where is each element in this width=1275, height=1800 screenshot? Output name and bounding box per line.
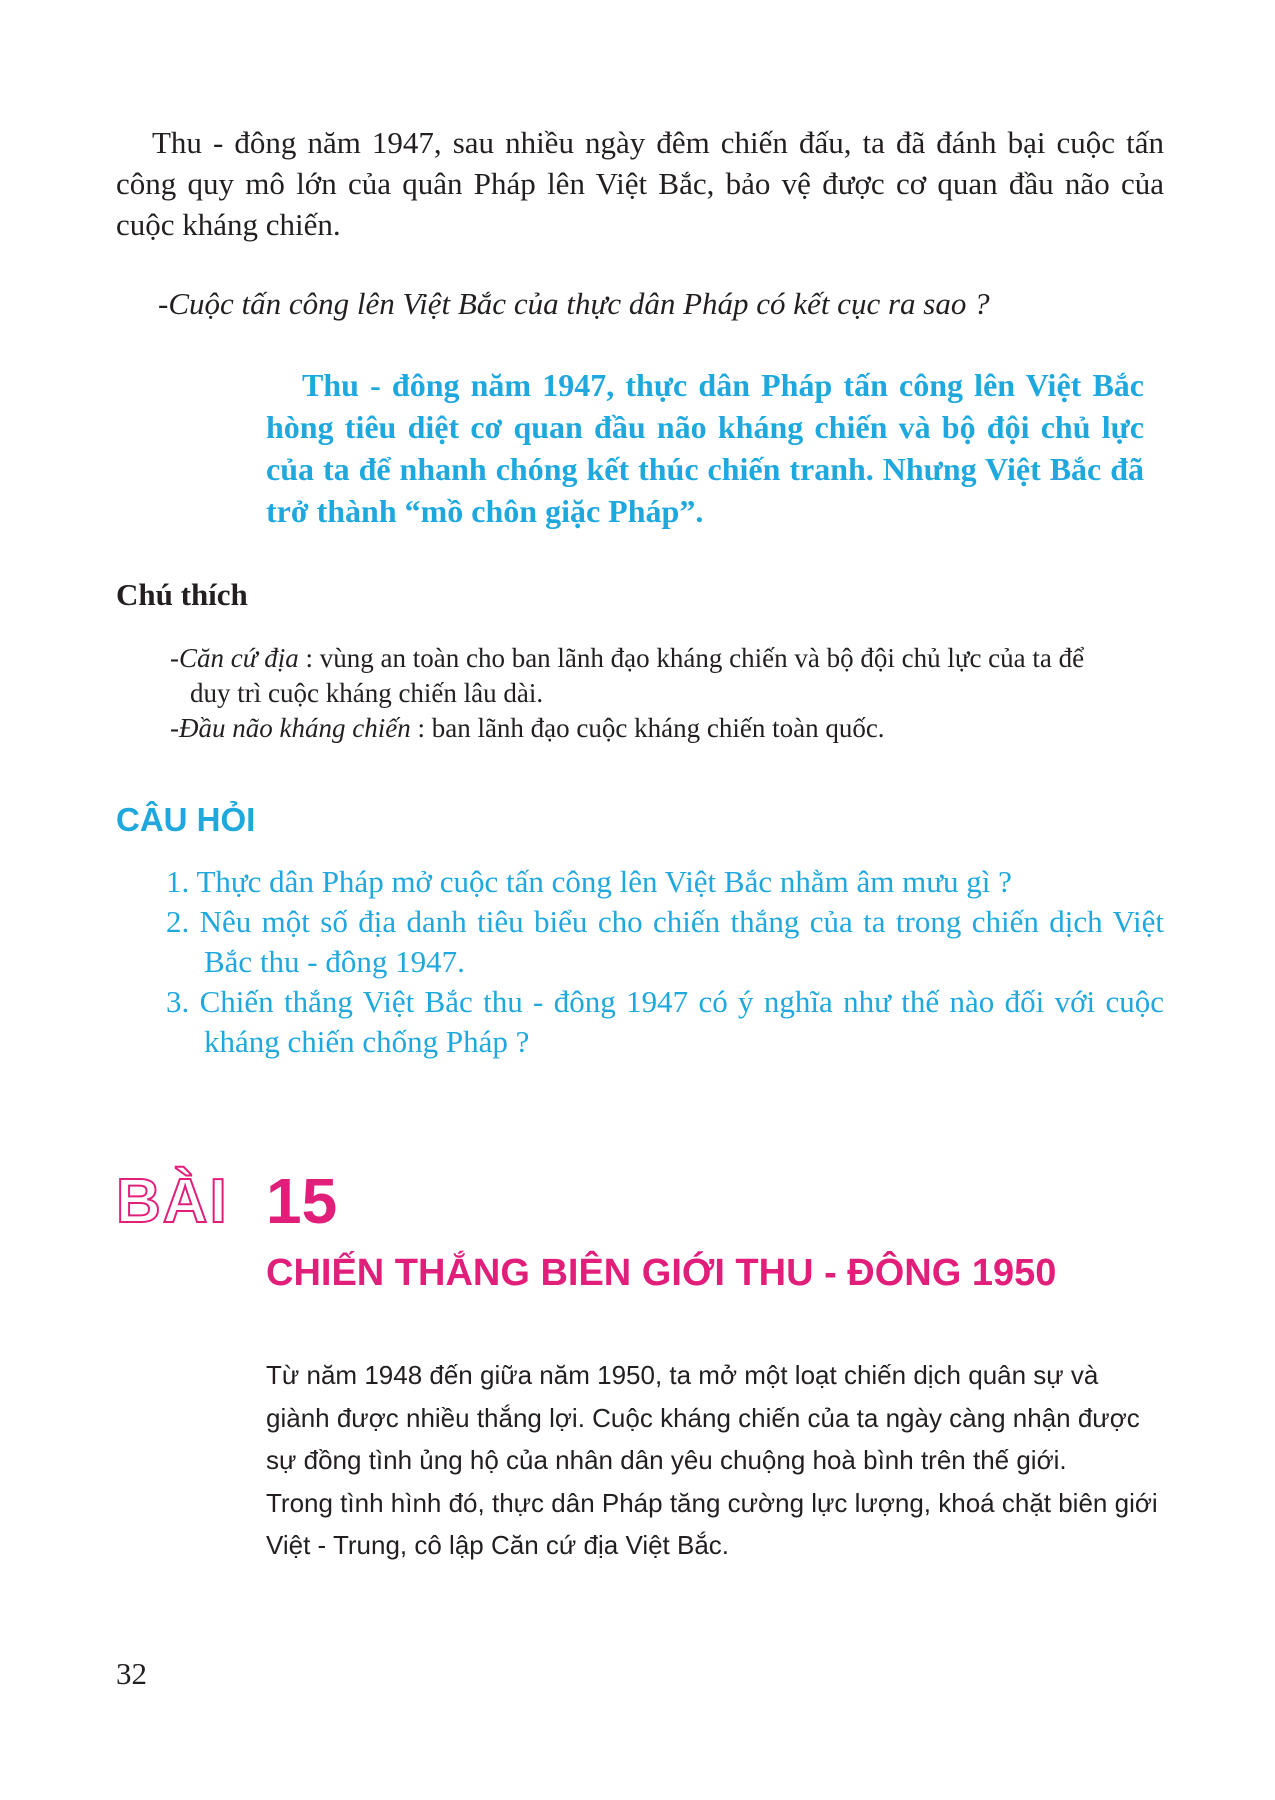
lesson-title: CHIẾN THẮNG BIÊN GIỚI THU - ĐÔNG 1950	[266, 1252, 1057, 1294]
lesson-number: 15	[266, 1165, 338, 1237]
note-term: Căn cứ địa	[179, 643, 299, 673]
lesson-word: BÀI	[116, 1167, 229, 1236]
note-text: : ban lãnh đạo cuộc kháng chiến toàn quốc.	[410, 713, 885, 743]
note-dash: -	[170, 713, 179, 743]
lesson-summary: Thu - đông năm 1947, thực dân Pháp tấn công lên Việt Bắc hòng tiêu diệt cơ quan đầu não kháng chiến và bộ đội chủ lực của ta để nhanh chóng kết thúc chiến tranh. Nhưng Việt Bắc đã trở thành “mồ chôn giặc Pháp”.	[266, 367, 1144, 529]
lesson-intro-line: Việt - Trung, cô lập Căn cứ địa Việt Bắc.	[266, 1530, 730, 1560]
note-item	[170, 711, 1164, 746]
note-text: : vùng an toàn cho ban lãnh đạo kháng chiến và bộ đội chủ lực của ta để	[298, 643, 1085, 673]
notes-heading: Chú thích	[116, 577, 248, 612]
note-term: Đầu não kháng chiến	[179, 713, 411, 743]
note-continuation: duy trì cuộc kháng chiến lâu dài.	[190, 678, 544, 708]
question-item: 1. Thực dân Pháp mở cuộc tấn công lên Việt Bắc nhằm âm mưu gì ?	[166, 864, 1012, 899]
question-item: 2. Nêu một số địa danh tiêu biểu cho chiến thắng của ta trong chiến dịch Việt Bắc thu - đông 1947.	[166, 904, 1164, 979]
note-dash: -	[170, 643, 179, 673]
questions-list	[166, 862, 1164, 1062]
page-number: 32	[116, 1656, 147, 1691]
questions-heading: CÂU HỎI	[116, 801, 256, 838]
question-item: 3. Chiến thắng Việt Bắc thu - đông 1947 có ý nghĩa như thế nào đối với cuộc kháng chiến chống Pháp ?	[166, 984, 1164, 1059]
lesson-intro-line: sự đồng tình ủng hộ của nhân dân yêu chuộng hoà bình trên thế giới.	[266, 1445, 1067, 1475]
lesson-intro	[266, 1354, 1164, 1567]
guiding-question: -Cuộc tấn công lên Việt Bắc của thực dân Pháp có kết cục ra sao ?	[158, 286, 990, 321]
lesson-intro-line: giành được nhiều thắng lợi. Cuộc kháng chiến của ta ngày càng nhận được	[266, 1402, 1140, 1433]
notes-list	[170, 641, 1164, 746]
lesson-intro-line: Trong tình hình đó, thực dân Pháp tăng cường lực lượng, khoá chặt biên giới	[266, 1487, 1158, 1518]
intro-paragraph: Thu - đông năm 1947, sau nhiều ngày đêm chiến đấu, ta đã đánh bại cuộc tấn công quy mô lớn của quân Pháp lên Việt Bắc, bảo vệ được cơ quan đầu não của cuộc kháng chiến.	[116, 125, 1164, 242]
lesson-intro-line: Từ năm 1948 đến giữa năm 1950, ta mở một loạt chiến dịch quân sự và	[266, 1360, 1099, 1390]
note-item	[170, 641, 1164, 711]
